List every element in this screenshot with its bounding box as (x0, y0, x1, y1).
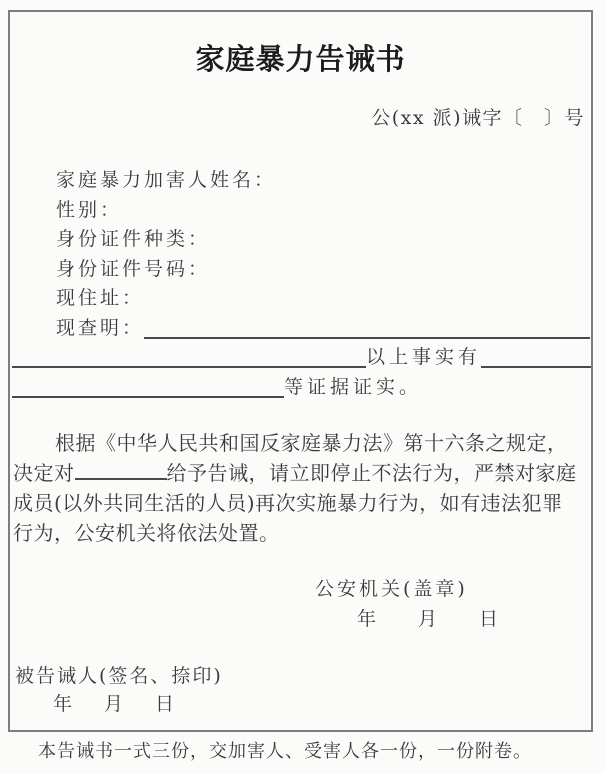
document-number-line: 公(xx 派)诫字〔 〕号 (371, 107, 585, 129)
signature-day-label: 日 (155, 693, 177, 715)
document-title: 家庭暴力告诫书 (195, 42, 406, 76)
field-gender (56, 196, 590, 226)
signature-date-line (53, 690, 223, 718)
stamp-day-label: 日 (479, 608, 502, 630)
facts-suffix-text: 以上事实有 (365, 346, 481, 368)
evidence-facts-line (12, 343, 591, 372)
offender-name-blank-line (75, 478, 167, 480)
field-address (56, 284, 590, 314)
identity-fields (56, 166, 590, 343)
field-offender-name (56, 166, 590, 196)
police-stamp-block (315, 575, 501, 633)
police-org-label: 公安机关(盖章) (315, 578, 468, 600)
notice-line-1: 根据《中华人民共和国反家庭暴力法》第十六条之规定， (55, 431, 568, 455)
findings-blank-line (144, 337, 590, 339)
field-id-number (56, 255, 590, 285)
proof-suffix-text: 等证据证实。 (284, 376, 423, 398)
offender-name-label: 家庭暴力加害人姓名： (56, 169, 277, 191)
stamp-date-line (357, 605, 501, 633)
stamp-month-label: 月 (418, 608, 441, 630)
gender-label: 性别： (56, 198, 123, 221)
address-label: 现住址： (56, 287, 145, 309)
signature-month-label: 月 (104, 693, 126, 715)
notice-line-4: 行为，公安机关将依法处置。 (13, 521, 280, 545)
notice-line-3: 成员(以外共同生活的人员)再次实施暴力行为，如有违法犯罪 (13, 491, 563, 515)
notice-line-2-post: 给予告诫，请立即停止不法行为，严禁对家庭 (166, 461, 577, 485)
recipient-signature-block (15, 662, 223, 718)
facts-blank-line (12, 366, 366, 368)
id-type-label: 身份证件种类： (56, 228, 211, 250)
legal-notice-paragraph (13, 428, 589, 548)
notice-line-2-pre: 决定对 (13, 461, 75, 485)
id-number-label: 身份证件号码： (56, 257, 211, 280)
evidence-proof-line (12, 373, 432, 402)
field-id-type (56, 225, 590, 255)
field-findings (56, 314, 590, 344)
proof-blank-line (12, 396, 284, 398)
stamp-year-label: 年 (357, 608, 380, 630)
recipient-signature-label: 被告诫人(签名、捺印) (15, 665, 223, 687)
notice-line-2 (13, 458, 589, 488)
signature-year-label: 年 (53, 693, 75, 715)
findings-label: 现查明： (56, 316, 145, 339)
distribution-footnote: 本告诫书一式三份，交加害人、受害人各一份，一份附卷。 (38, 741, 532, 762)
evidence-blank-line (481, 366, 591, 368)
